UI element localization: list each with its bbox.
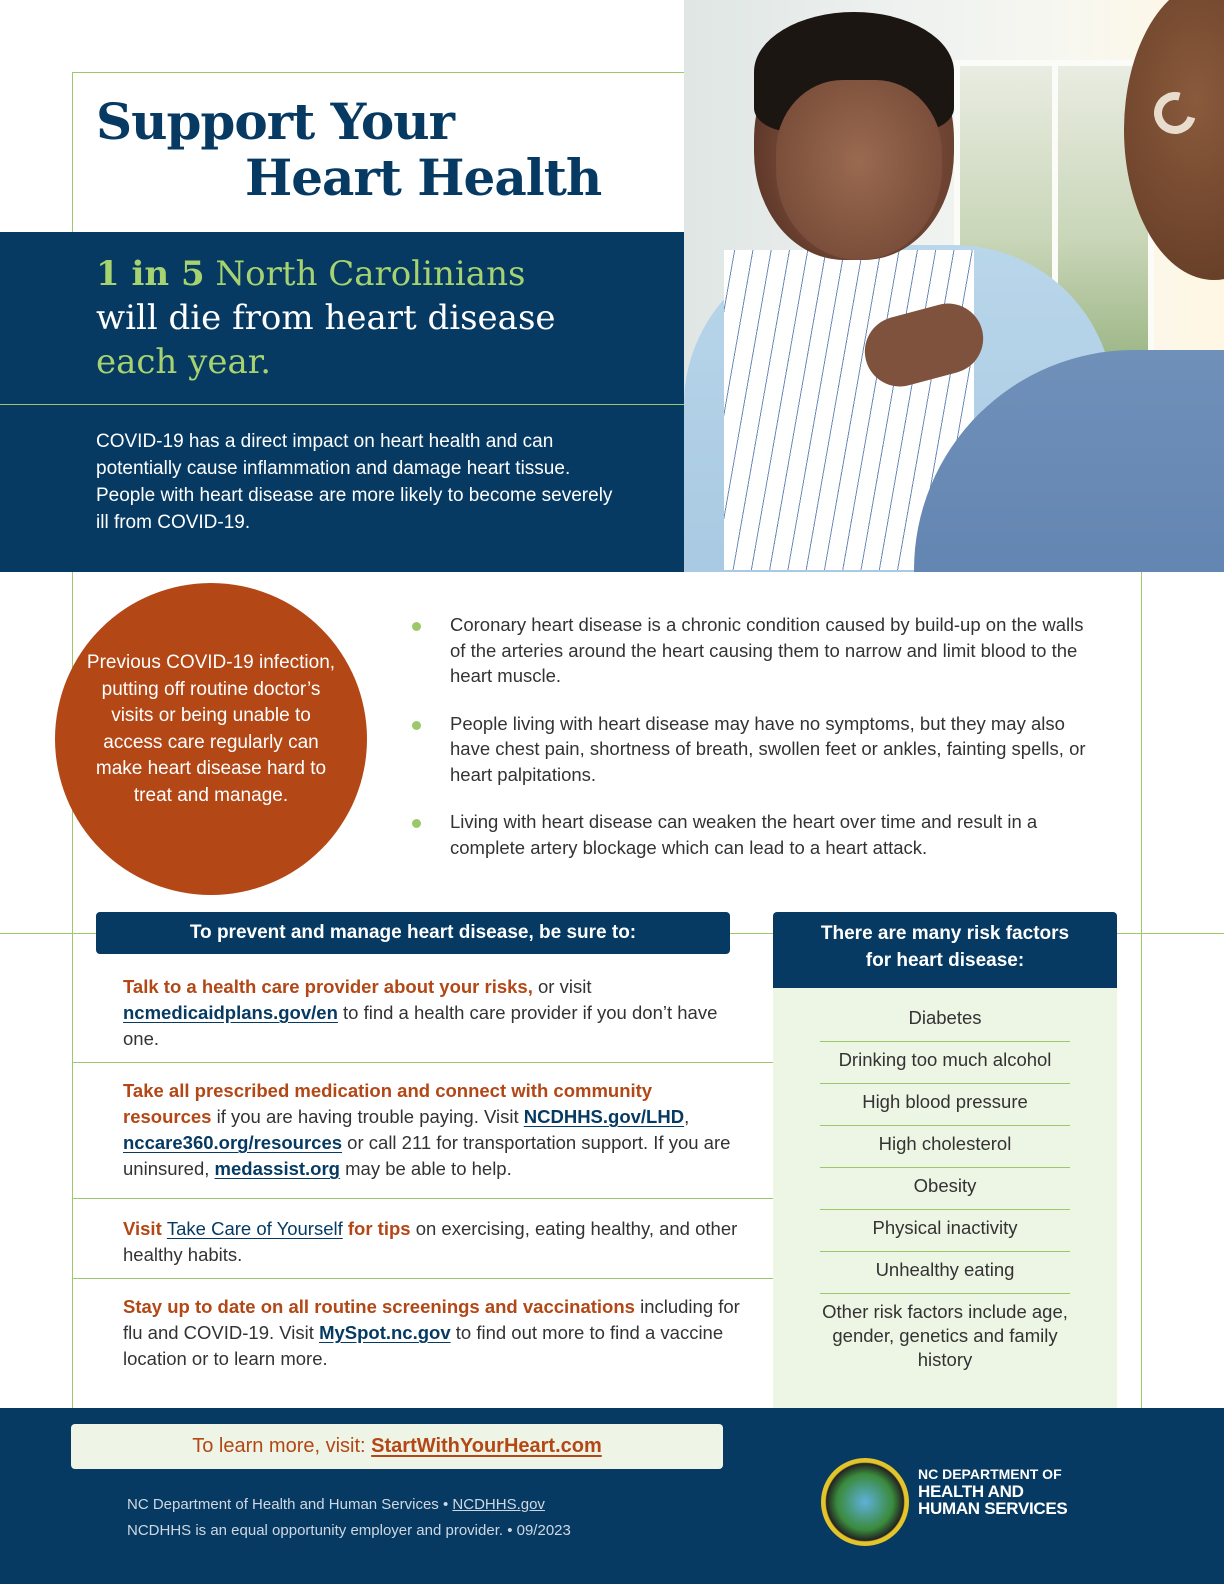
woman-face bbox=[776, 80, 942, 260]
link-myspot[interactable]: MySpot.nc.gov bbox=[319, 1322, 451, 1343]
risk-factor-other: Other risk factors include age, gender, genetics and family history bbox=[822, 1301, 1068, 1370]
prevent-item: Visit Take Care of Yourself for tips on exercising, eating healthy, and other healthy habits. bbox=[123, 1218, 738, 1265]
stat-tail: each year. bbox=[96, 342, 272, 382]
prevent-item: Take all prescribed medication and connect with community resources if you are having trouble paying. Visit NCDHHS.gov/LHD, nccare360.org/resources or call 211 for transportation support. If you are uninsured, medassist.org may be able to help. bbox=[123, 1080, 731, 1179]
risk-factor: Drinking too much alcohol bbox=[820, 1042, 1070, 1084]
hero-photo bbox=[684, 0, 1224, 572]
hero-body-text: COVID-19 has a direct impact on heart health and can potentially cause inflammation and damage heart tissue. People with heart disease are more likely to become severely ill from COVID-19. bbox=[96, 431, 613, 533]
footer-text: NC Department of Health and Human Services • NCDHHS.gov NCDHHS is an equal opportunity employer and provider. • 09/2023 bbox=[127, 1496, 571, 1539]
ncdhhs-logo-text: NC DEPARTMENT OF HEALTH AND HUMAN SERVICES bbox=[918, 1466, 1068, 1518]
page-title-line1: Support Your bbox=[96, 92, 454, 151]
stat-green: North Carolinians bbox=[204, 254, 526, 294]
link-ncdhhs-lhd[interactable]: NCDHHS.gov/LHD bbox=[523, 1106, 685, 1127]
prevent-divider bbox=[72, 1062, 773, 1063]
risk-factor-list bbox=[820, 1000, 1070, 1383]
link-take-care-of-yourself[interactable]: Take Care of Yourself bbox=[166, 1218, 343, 1239]
hero-statistic bbox=[96, 252, 676, 384]
fact-bullet-list bbox=[412, 612, 1092, 882]
fact-bullet: Coronary heart disease is a chronic condition caused by build-up on the walls of the arteries around the heart causing them to narrow and limit blood to the heart muscle. bbox=[412, 612, 1092, 689]
link-ncdhhs[interactable]: NCDHHS.gov bbox=[452, 1496, 545, 1513]
link-nccare360[interactable]: nccare360.org/resources bbox=[123, 1132, 343, 1153]
page-title-line2: Heart Health bbox=[245, 148, 602, 207]
risk-header: There are many risk factors for heart disease: bbox=[773, 912, 1117, 988]
stat-bold: 1 in 5 bbox=[96, 254, 205, 294]
risk-factor: High blood pressure bbox=[820, 1084, 1070, 1126]
prevent-divider bbox=[72, 1278, 773, 1279]
publish-date: 09/2023 bbox=[516, 1522, 571, 1539]
bullet-dot-icon bbox=[412, 721, 421, 730]
risk-factor: Diabetes bbox=[820, 1000, 1070, 1042]
learn-more-banner: To learn more, visit: StartWithYourHeart.com bbox=[71, 1424, 723, 1469]
prevent-item: Talk to a health care provider about your risks, or visit ncmedicaidplans.gov/en to find a health care provider if you don’t have one. bbox=[123, 976, 718, 1049]
prevent-header: To prevent and manage heart disease, be sure to: bbox=[96, 912, 730, 954]
frame-line-right bbox=[1141, 572, 1142, 1408]
risk-factor: Physical inactivity bbox=[820, 1210, 1070, 1252]
bullet-dot-icon bbox=[412, 622, 421, 631]
risk-factor: High cholesterol bbox=[820, 1126, 1070, 1168]
link-ncmedicaidplans[interactable]: ncmedicaidplans.gov/en bbox=[123, 1002, 338, 1023]
risk-factor: Unhealthy eating bbox=[820, 1252, 1070, 1294]
callout-text: Previous COVID-19 infection, putting off routine doctor’s visits or being unable to access care regularly can make heart disease hard to treat and manage. bbox=[86, 652, 336, 806]
fact-bullet: Living with heart disease can weaken the heart over time and result in a complete artery blockage which can lead to a heart attack. bbox=[412, 809, 1092, 860]
prevent-divider bbox=[72, 1198, 773, 1199]
risk-factor: Obesity bbox=[820, 1168, 1070, 1210]
link-startwithyourheart[interactable]: StartWithYourHeart.com bbox=[371, 1435, 602, 1457]
bullet-dot-icon bbox=[412, 819, 421, 828]
stat-white: will die from heart disease bbox=[96, 298, 556, 338]
hero-divider bbox=[0, 404, 684, 405]
link-medassist[interactable]: medassist.org bbox=[214, 1158, 340, 1179]
nc-state-seal-icon bbox=[821, 1458, 909, 1546]
fact-bullet: People living with heart disease may have no symptoms, but they may also have chest pain, shortness of breath, swollen feet or ankles, fainting spells, or heart palpitations. bbox=[412, 711, 1092, 788]
prevent-item: Stay up to date on all routine screenings and vaccinations including for flu and COVID-19. Visit MySpot.nc.gov to find out more to find a vaccine location or to learn more. bbox=[123, 1296, 740, 1369]
